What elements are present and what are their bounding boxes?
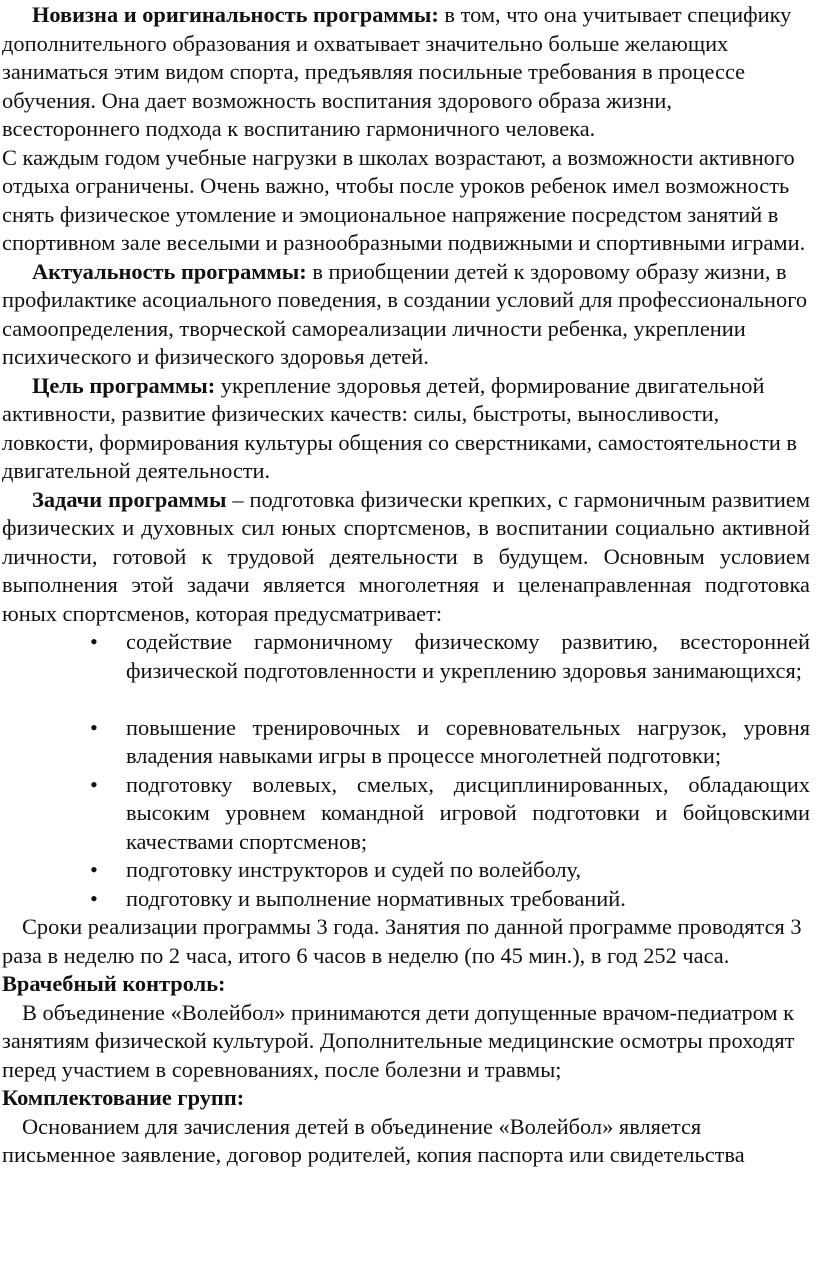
goal-text: укрепление здоровья детей, формирование двигательной активности, развитие физических качеств: силы, быстроты, выносливости, ловкости, формирования культуры общения со сверстниками, самостоятельности в двигательной деятельности.	[2, 372, 798, 483]
list-item-text: повышение тренировочных и соревновательных нагрузок, уровня владения навыками игры в процессе многолетней подготовки;	[126, 714, 810, 768]
relevance-title: Актуальность программы:	[32, 258, 307, 284]
groups-heading: Комплектование групп:	[2, 1085, 245, 1110]
tasks-paragraph	[2, 486, 810, 629]
list-item	[2, 628, 810, 685]
tasks-text: – подготовка физически крепких, с гармоничным развитием физических и духовных сил юных спортсменов, в воспитании социально активной личности, готовой к трудовой деятельности в будущем. Основным условием выполнения этой задачи является многолетняя и целенаправленная подготовка юных спортсменов, которая предусматривает:	[2, 486, 810, 626]
goal-title: Цель программы:	[32, 372, 216, 398]
bullet-icon: •	[90, 714, 98, 740]
bullet-icon: •	[90, 629, 98, 654]
tasks-title: Задачи программы	[32, 486, 227, 512]
list-item-text: подготовку волевых, смелых, дисциплинированных, обладающих высоким уровнем командной игровой подготовки и бойцовскими качествами спортсменов;	[126, 771, 810, 854]
list-item-text: подготовку и выполнение нормативных требований.	[126, 885, 626, 911]
goal-paragraph	[2, 372, 810, 486]
list-item	[2, 885, 810, 914]
list-item	[2, 771, 810, 857]
loads-paragraph: С каждым годом учебные нагрузки в школах возрастают, а возможности активного отдыха ограничены. Очень важно, чтобы после уроков ребенок имел возможность снять физическое утомление и эмоциональное напряжение посредстом занятий в спортивном зале веселыми и разнообразными подвижными и спортивными играми.	[2, 144, 806, 255]
bullet-icon: •	[90, 885, 98, 911]
terms-paragraph: Сроки реализации программы 3 года. Занятия по данной программе проводятся 3 раза в неделю по 2 часа, итого 6 часов в неделю (по 45 мин.), в год 252 часа.	[2, 914, 802, 968]
groups-paragraph: Основанием для зачисления детей в объединение «Волейбол» является письменное заявление, договор родителей, копия паспорта или свидетельства	[2, 1113, 745, 1167]
bullet-icon: •	[90, 771, 98, 797]
medical-paragraph: В объединение «Волейбол» принимаются дети допущенные врачом-педиатром к занятиям физической культурой. Дополнительные медицинские осмотры проходят перед участием в соревнованиях, после болезни и травмы;	[2, 999, 795, 1082]
novelty-paragraph	[2, 1, 810, 144]
document-page	[0, 1, 816, 1285]
relevance-paragraph	[2, 258, 810, 372]
tasks-bullet-list	[2, 628, 810, 913]
list-item-text: подготовку инструкторов и судей по волейболу,	[126, 857, 582, 882]
bullet-icon: •	[90, 857, 98, 882]
relevance-text: в приобщении детей к здоровому образу жизни, в профилактике асоциального поведения, в создании условий для профессионального самоопределения, творческой самореализации личности ребенка, укреплении психического и физического здоровья детей.	[2, 258, 808, 369]
novelty-text: в том, что она учитывает специфику дополнительного образования и охватывает значительно больше желающих заниматься этим видом спорта, предъявляя посильные требования в процессе обучения. Она дает возможность воспитания здорового образа жизни, всестороннего подхода к воспитанию гармоничного человека.	[2, 2, 792, 141]
medical-heading: Врачебный контроль:	[2, 971, 226, 996]
list-item	[2, 714, 810, 771]
list-item-text: содействие гармоничному физическому развитию, всесторонней физической подготовленности и укреплению здоровья занимающихся;	[126, 629, 810, 683]
list-item	[2, 856, 810, 885]
novelty-title: Новизна и оригинальность программы:	[32, 2, 439, 27]
